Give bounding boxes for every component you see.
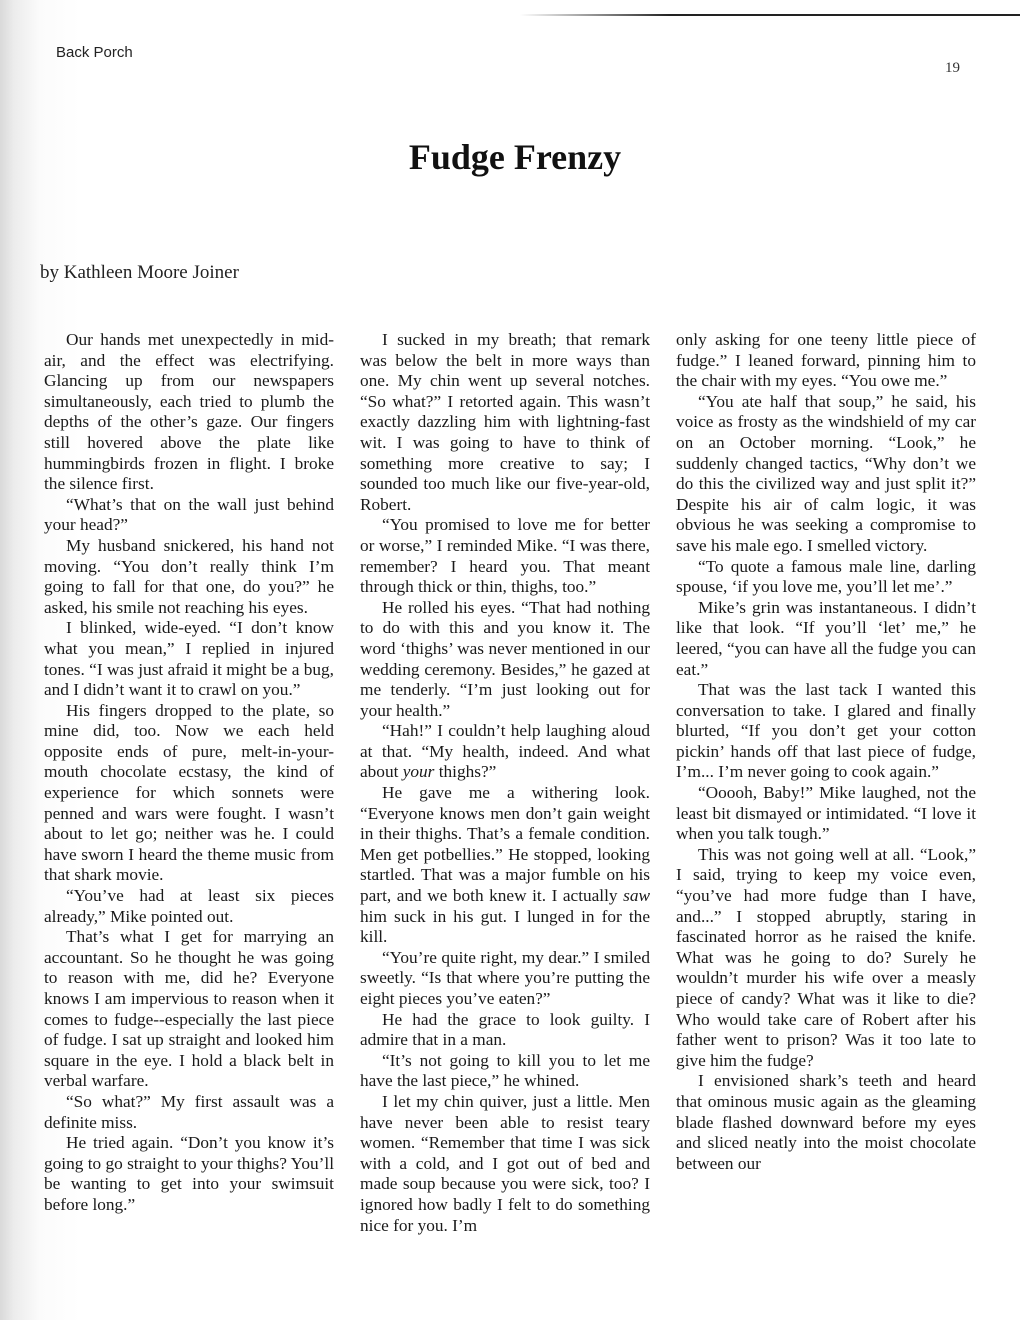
paragraph: “So what?” My first assault was a definite miss. — [44, 1091, 334, 1132]
paragraph: He had the grace to look guilty. I admire that in a man. — [360, 1009, 650, 1050]
paragraph-text: thighs?” — [434, 762, 497, 782]
column-3 — [676, 330, 976, 1290]
paragraph: That’s what I get for marrying an accountant. So he thought he was going to reason with me, did he? Everyone knows I am impervious to reason when it comes to fudge--especially the last piece of fudge. I sat up straight and looked him square in the eye. I hold a black belt in verbal warfare. — [44, 927, 334, 1091]
paragraph: “To quote a famous male line, darling spouse, ‘if you love me, you’ll let me’.” — [676, 556, 976, 597]
paragraph-text: “Hah!” I couldn’t help laughing aloud at that. “My health, indeed. And what about — [360, 721, 650, 782]
paragraph: I let my chin quiver, just a little. Men have never been able to resist teary women. “Remember that time I was sick with a cold, and I got out of bed and made soup because you were sick, too? I ignored how badly I felt to do something nice for you. I’m — [360, 1091, 650, 1235]
paragraph-continued: only asking for one teeny little piece of fudge.” I leaned forward, pinning him to the chair with my eyes. “You owe me.” — [676, 330, 976, 391]
paragraph: “Ooooh, Baby!” Mike laughed, not the least bit dismayed or intimidated. “I love it when you talk tough.” — [676, 783, 976, 844]
paragraph: “You’ve had at least six pieces already,” Mike pointed out. — [44, 886, 334, 926]
paragraph: He tried again. “Don’t you know it’s going to go straight to your thighs? You’ll be wanting to get into your swimsuit before long.” — [44, 1133, 334, 1214]
paragraph: Mike’s grin was instantaneous. I didn’t like that look. “If you’ll ‘let’ me,” he leered, “you can have all the fudge you can eat.” — [676, 597, 976, 679]
paragraph: Our hands met unexpectedly in mid-air, and the effect was electrifying. Glancing up from our newspapers simultaneously, each tried to plumb the depths of the other’s gaze. Our fingers still hovered above the plate like hummingbirds frozen in flight. I broke the silence first. — [44, 330, 334, 494]
emphasis-text: your — [402, 762, 435, 782]
paragraph-text: He gave me a withering look. “Everyone knows men don’t gain weight in their thighs. That’s a female condition. Men get potbellies.” He stopped, looking startled. That was a major fumble on his part, and we both knew it. I actually — [360, 783, 650, 906]
paragraph: I sucked in my breath; that remark was below the belt in more ways than one. My chin went up several notches. “So what?” I retorted again. This wasn’t exactly dazzling him with lightning-fast wit. I was going to have to think of something more creative to say; I sounded too much like our five-year-old, Robert. — [360, 330, 650, 514]
paragraph: This was not going well at all. “Look,” I said, trying to keep my voice even, “you’ve had more fudge than I have, and...” I stopped abruptly, staring in fascinated horror as he raised the knife. What was he going to do? Surely he wouldn’t murder his wife over a measly piece of candy? What was it like to die? Who would take care of Robert after his father went to prison? Was it too late to give him the fudge? — [676, 844, 976, 1070]
top-rule-divider — [520, 14, 1020, 16]
paragraph: My husband snickered, his hand not moving. “You don’t really think I’m going to fall for that one, do you?” he asked, his smile not reaching his eyes. — [44, 535, 334, 617]
paragraph — [360, 783, 650, 948]
paragraph: I envisioned shark’s teeth and heard that ominous music again as the gleaming blade flashed downward before my eyes and sliced neatly into the moist chocolate between our — [676, 1071, 976, 1173]
emphasis-text: saw — [623, 886, 650, 906]
paragraph: “It’s not going to kill you to let me have the last piece,” he whined. — [360, 1050, 650, 1091]
paragraph: He rolled his eyes. “That had nothing to do with this and you know it. The word ‘thighs’ was never mentioned in our wedding ceremony. Besides,” he gazed at me tenderly. “I’m just looking out for your health.” — [360, 597, 650, 720]
page-number: 19 — [945, 60, 960, 76]
article-title: Fudge Frenzy — [408, 137, 622, 177]
column-1 — [44, 330, 334, 1290]
article-body — [44, 330, 976, 1290]
paragraph: His fingers dropped to the plate, so mine did, too. Now we each held opposite ends of pure, melt-in-your-mouth chocolate ecstasy, the kind of experience for which sonnets were penned and wars were fought. I wasn’t about to let go; neither was he. I could have sworn I heard the theme music from that shark movie. — [44, 700, 334, 885]
column-2 — [360, 330, 650, 1290]
paragraph: I blinked, wide-eyed. “I don’t know what you mean,” I replied in injured tones. “I was just afraid it might be a bug, and I didn’t want it to crawl on you.” — [44, 618, 334, 700]
running-head: Back Porch — [56, 44, 133, 61]
paragraph: “You’re quite right, my dear.” I smiled sweetly. “Is that where you’re putting the eight pieces you’ve eaten?” — [360, 947, 650, 1008]
paragraph: That was the last tack I wanted this conversation to take. I glared and finally blurted, “If you don’t get your cotton pickin’ hands off that last piece of fudge, I’m... I’m never going to cook again.” — [676, 680, 976, 782]
paragraph-text: him suck in his gut. I lunged in for the kill. — [360, 906, 650, 947]
paragraph: “What’s that on the wall just behind your head?” — [44, 494, 334, 535]
article-byline: by Kathleen Moore Joiner — [40, 262, 239, 283]
paragraph — [360, 721, 650, 783]
paragraph: “You ate half that soup,” he said, his voice as frosty as the windshield of my car on an October morning. “Look,” he suddenly changed tactics, “Why don’t we do this the civilized way and just split it?” Despite his air of calm logic, it was obvious he was seeking a compromise to save his male ego. I smelled victory. — [676, 391, 976, 555]
paragraph: “You promised to love me for better or worse,” I reminded Mike. “I was there, remember? I heard you. That meant through thick or thin, thighs, too.” — [360, 515, 650, 597]
